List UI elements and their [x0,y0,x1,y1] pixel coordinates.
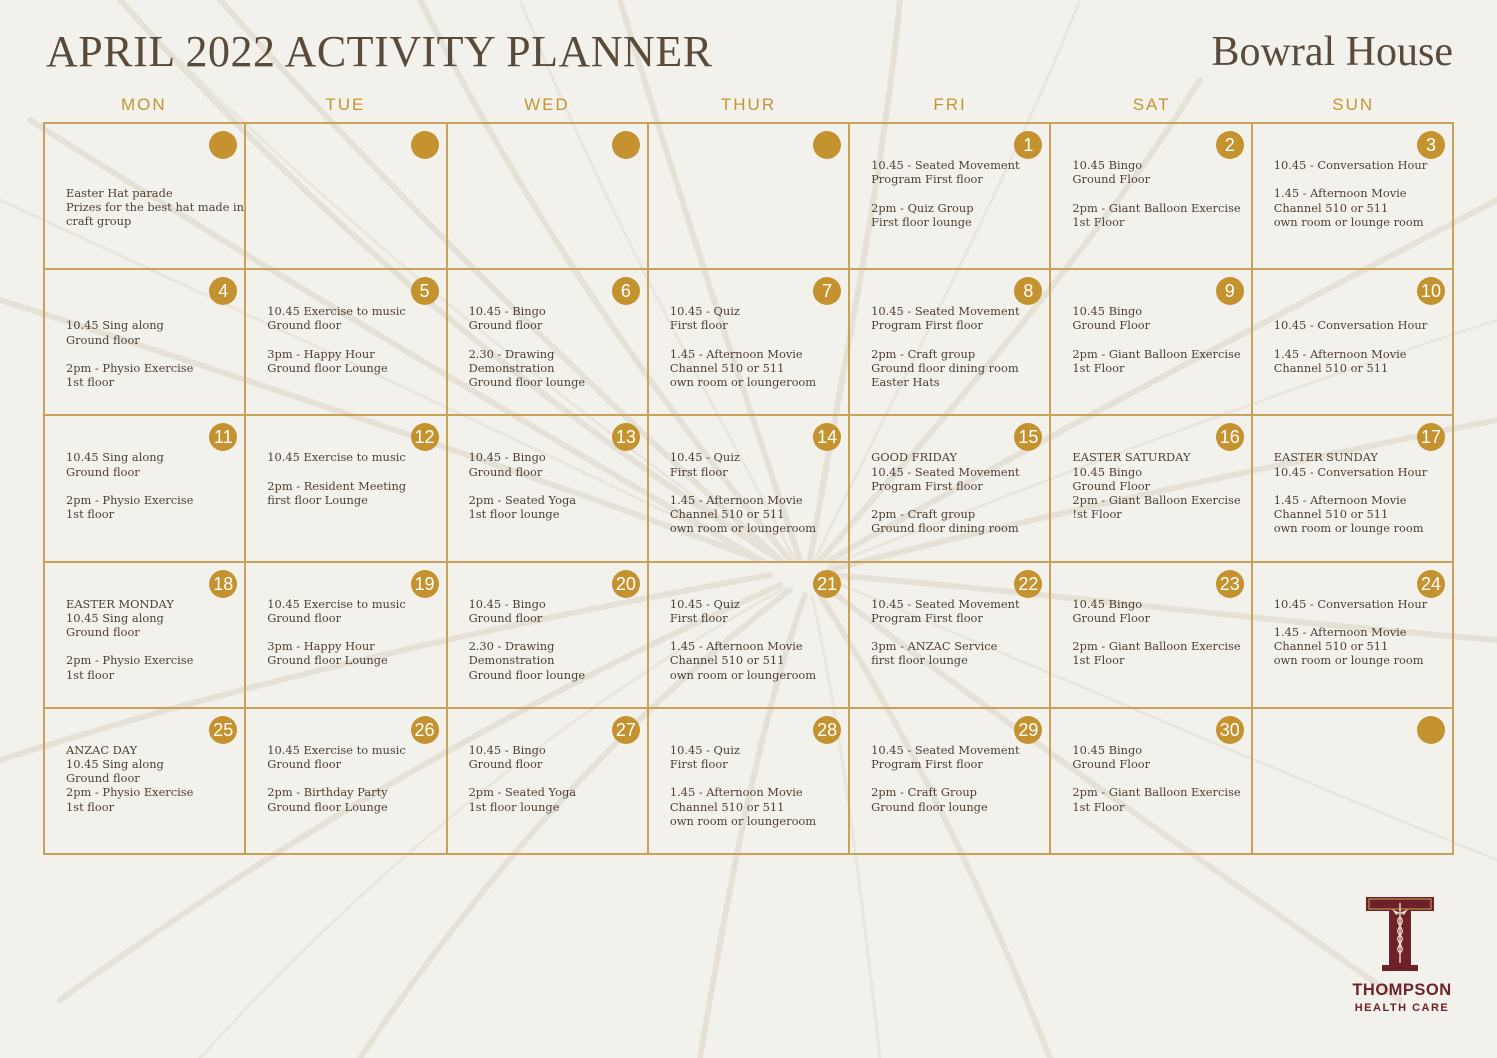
activity-line: Ground floor [468,757,543,771]
activity-line: Ground floor [267,318,342,333]
activity-line: Program First floor [871,172,983,187]
activity-line: 1st floor [66,507,115,522]
date-badge: 7 [813,277,841,305]
activity-list [267,450,435,507]
activity-line: 10.45 - Seated Movement [871,464,1020,479]
activity-line: First floor [669,610,728,625]
calendar-grid [43,122,1454,855]
company-logo [1338,893,1466,1023]
activity-line: Ground floor Lounge [267,653,388,668]
activity-line [670,625,838,639]
weekday-wed: WED [524,95,570,114]
activity-line: Ground floor lounge [871,799,988,814]
activity-line [1072,771,1240,785]
activity-list [66,304,234,389]
calendar-day-cell [246,709,447,855]
activity-list [871,597,1039,668]
activity-line: 10.45 - Conversation Hour [1273,318,1428,333]
activity-line: craft group [66,214,132,229]
activity-line [66,479,234,493]
date-badge: 28 [813,716,841,744]
calendar-day-cell [1051,270,1252,416]
calendar-day-cell [1253,416,1454,562]
activity-line [1274,333,1442,347]
activity-line: 10.45 Bingo [1072,742,1143,757]
activity-line: Easter Hat parade [66,186,173,200]
calendar-day-cell [649,124,850,270]
activity-list [267,743,435,814]
calendar-day-cell [45,270,246,416]
date-badge [612,131,640,159]
activity-list [267,597,435,668]
activity-line: Ground floor dining room [871,521,1019,536]
activity-line: 2pm - Quiz Group [871,200,974,215]
activity-list [1274,304,1442,375]
date-badge: 21 [813,570,841,598]
activity-line: 2pm - Physio Exercise [66,785,194,800]
activity-line: Prizes for the best hat made in [66,200,245,215]
date-badge: 29 [1014,716,1042,744]
calendar-day-cell [1051,124,1252,270]
date-badge: 11 [209,423,237,451]
date-badge [209,131,237,159]
activity-line: 1st Floor [1072,360,1125,375]
activity-line: 1.45 - Afternoon Movie [1273,492,1407,507]
activity-line: Program First floor [871,757,983,771]
activity-line [267,771,435,785]
activity-line: 2pm - Physio Exercise [66,360,194,375]
activity-list [1072,597,1240,668]
activity-line: 2pm - Birthday Party [267,785,388,800]
activity-line: 10.45 Exercise to music [267,304,406,319]
activity-list [66,186,245,229]
date-badge: 30 [1216,716,1244,744]
activity-line: Ground floor Lounge [267,360,388,375]
activity-list [66,450,234,521]
activity-list [871,304,1039,389]
activity-line: Ground floor [468,464,543,479]
activity-line: 10.45 - Seated Movement [871,596,1020,611]
activity-line: Ground Floor [1072,478,1151,493]
activity-line [267,625,435,639]
weekday-thur: THUR [720,95,777,114]
activity-line: 1.45 - Afternoon Movie [669,346,803,361]
activity-line: Ground floor [66,771,140,786]
activity-line: Ground Floor [1072,757,1151,771]
activity-line: 10.45 Bingo [1072,596,1143,611]
activity-line: 2pm - Giant Balloon Exercise [1072,493,1241,507]
date-badge [1417,716,1445,744]
activity-line [670,333,838,347]
activity-line: 1st Floor [1072,799,1125,814]
activity-line: 1st floor lounge [468,799,560,814]
activity-list [66,743,234,814]
activity-line: 2pm - Seated Yoga [468,785,577,800]
activity-line: Ground Floor [1072,172,1151,187]
activity-line: 1.45 - Afternoon Movie [669,492,803,507]
weekday-tue: TUE [325,95,366,114]
calendar-day-cell [1051,563,1252,709]
activity-line: 1st floor [66,375,115,390]
activity-line: 1.45 - Afternoon Movie [1273,624,1407,639]
date-badge: 14 [813,423,841,451]
activity-line: 10.45 - Seated Movement [871,742,1020,757]
activity-list [469,597,637,682]
activity-line: Ground floor [468,610,543,625]
activity-list [1274,158,1442,229]
calendar-day-cell [1051,416,1252,562]
calendar-day-cell [649,416,850,562]
activity-line: Channel 510 or 511 [669,653,785,668]
calendar-day-cell [448,563,649,709]
activity-line: 10.45 Exercise to music [267,596,406,611]
activity-line [1274,172,1442,186]
activity-line [469,333,637,347]
activity-line: First floor [669,757,728,771]
activity-line: 10.45 Bingo [1072,304,1143,319]
date-badge: 6 [612,277,640,305]
activity-line: Ground floor [66,625,140,639]
activity-line [871,333,1039,347]
activity-line: own room or lounge room [1273,214,1424,229]
date-badge: 20 [612,570,640,598]
activity-line: 2pm - Giant Balloon Exercise [1072,785,1241,800]
activity-line: 2.30 - Drawing [468,639,555,654]
activity-line: 2pm - Craft Group [871,785,977,800]
date-badge: 5 [411,277,439,305]
activity-line: Program First floor [871,478,983,493]
calendar-day-cell [45,124,246,270]
activity-list [1072,158,1240,229]
weekday-sat: SAT [1132,95,1171,114]
activity-line: 1.45 - Afternoon Movie [1273,186,1407,201]
activity-line: 10.45 Sing along [66,450,164,465]
calendar-day-cell [649,563,850,709]
activity-line [871,771,1039,785]
activity-line: 10.45 Sing along [66,610,164,625]
activity-line: Demonstration [468,360,555,375]
activity-line: 1.45 - Afternoon Movie [1273,346,1407,361]
activity-line: 2pm - Craft group [871,346,976,361]
activity-line: own room or loungeroom [669,375,817,390]
activity-list [1072,450,1240,521]
activity-line: Channel 510 or 511 [1273,507,1389,522]
activity-line: 1st floor lounge [468,507,560,522]
activity-line: 10.45 - Bingo [468,450,546,465]
activity-line: EASTER MONDAY [66,596,174,611]
activity-line: Ground floor dining room [871,360,1019,375]
activity-line: own room or loungeroom [669,667,817,682]
activity-line: 10.45 - Bingo [468,596,546,611]
calendar-day-cell [45,709,246,855]
activity-list [267,304,435,375]
calendar-day-cell [45,563,246,709]
activity-list [1072,743,1240,814]
activity-line: 2pm - Craft group [871,507,976,522]
activity-line: Program First floor [871,318,983,333]
activity-line: own room or loungeroom [669,813,817,828]
activity-line [1274,479,1442,493]
activity-line: 10.45 - Seated Movement [871,304,1020,319]
page-title: APRIL 2022 ACTIVITY PLANNER [46,27,713,76]
weekday-header-row [43,90,1454,120]
calendar-day-cell [850,563,1051,709]
activity-line: First floor lounge [871,214,972,229]
date-badge: 15 [1014,423,1042,451]
activity-line: Ground floor lounge [468,667,586,682]
activity-line: Channel 510 or 511 [1273,639,1389,654]
activity-list [670,597,838,682]
activity-line [66,304,234,318]
activity-line [871,625,1039,639]
activity-line: 10.45 Sing along [66,757,164,771]
caduceus-t-icon [1366,897,1434,971]
activity-line: First floor [669,318,728,333]
activity-list [1274,450,1442,535]
activity-line: 10.45 - Quiz [669,450,740,465]
activity-line [1072,625,1240,639]
activity-line: 1st Floor [1072,214,1125,229]
weekday-fri: FRI [933,95,967,114]
activity-line: 10.45 - Conversation Hour [1273,596,1428,611]
date-badge: 4 [209,277,237,305]
activity-line [66,347,234,361]
activity-line: own room or loungeroom [669,521,817,536]
date-badge: 25 [209,716,237,744]
calendar-day-cell [246,563,447,709]
activity-line: own room or lounge room [1273,653,1424,668]
date-badge: 17 [1417,423,1445,451]
house-name: Bowral House [1211,29,1453,75]
activity-list [469,304,637,389]
activity-line: First floor [669,464,728,479]
calendar-day-cell [1253,709,1454,855]
date-badge [411,131,439,159]
activity-line: 1.45 - Afternoon Movie [669,785,803,800]
activity-list [469,743,637,814]
logo-name: THOMPSON [1352,981,1452,999]
activity-line [267,333,435,347]
activity-line: 2pm - Giant Balloon Exercise [1072,200,1241,215]
activity-list [670,304,838,389]
activity-line [1072,186,1240,200]
activity-line: Ground floor [468,318,543,333]
activity-line [469,625,637,639]
activity-line: 10.45 - Quiz [669,304,740,319]
activity-list [469,450,637,521]
activity-line [1072,333,1240,347]
activity-line: 10.45 Bingo [1072,464,1143,479]
activity-line: 10.45 Exercise to music [267,742,406,757]
calendar-day-cell [246,416,447,562]
activity-line: Ground floor Lounge [267,799,388,814]
date-badge: 22 [1014,570,1042,598]
activity-line: Easter Hats [871,375,940,390]
activity-line: Ground floor [267,757,342,771]
activity-line: 10.45 - Bingo [468,742,546,757]
activity-line [66,639,234,653]
activity-line: Ground floor lounge [468,375,586,390]
activity-line: first floor Lounge [267,492,368,507]
calendar-day-cell [649,709,850,855]
calendar-day-cell [850,709,1051,855]
calendar-day-cell [850,416,1051,562]
activity-line: 2pm - Physio Exercise [66,492,194,507]
calendar-day-cell [1253,270,1454,416]
activity-list [871,743,1039,814]
date-badge: 8 [1014,277,1042,305]
activity-line [1274,304,1442,318]
activity-line: EASTER SATURDAY [1072,450,1191,465]
activity-line [871,493,1039,507]
logo-subtitle: HEALTH CARE [1354,1002,1450,1014]
activity-line: 3pm - Happy Hour [267,346,375,361]
activity-line [670,771,838,785]
date-badge: 26 [411,716,439,744]
activity-line [469,771,637,785]
date-badge: 1 [1014,131,1042,159]
weekday-mon: MON [120,95,167,114]
calendar-day-cell [1253,563,1454,709]
activity-line: !st Floor [1072,507,1122,522]
calendar-day-cell [45,416,246,562]
date-badge: 19 [411,570,439,598]
calendar-day-cell [448,416,649,562]
date-badge [813,131,841,159]
activity-line: 2.30 - Drawing [468,346,555,361]
calendar-day-cell [649,270,850,416]
calendar-day-cell [850,124,1051,270]
calendar-day-cell [1253,124,1454,270]
activity-line: GOOD FRIDAY [871,450,958,465]
activity-line: own room or lounge room [1273,521,1424,536]
date-badge: 9 [1216,277,1244,305]
activity-line [1274,611,1442,625]
activity-line [267,465,435,479]
calendar-day-cell [448,124,649,270]
activity-line: 1st Floor [1072,653,1125,668]
activity-line: Ground floor [66,332,140,347]
activity-list [670,743,838,828]
activity-list [1274,597,1442,668]
weekday-sun: SUN [1332,95,1375,114]
activity-line: Channel 510 or 511 [669,507,785,522]
activity-line: Ground Floor [1072,610,1151,625]
activity-line: 10.45 - Bingo [468,304,546,319]
date-badge: 13 [612,423,640,451]
activity-list [871,450,1039,535]
activity-line: Channel 510 or 511 [1273,360,1389,375]
date-badge: 23 [1216,570,1244,598]
activity-line: 10.45 - Quiz [669,596,740,611]
activity-line: first floor lounge [871,653,968,668]
activity-line: 2pm - Seated Yoga [468,492,577,507]
activity-line: Demonstration [468,653,555,668]
calendar-day-cell [246,124,447,270]
date-badge: 2 [1216,131,1244,159]
activity-line: 10.45 - Conversation Hour [1273,464,1428,479]
activity-line: 3pm - Happy Hour [267,639,375,654]
activity-line [670,479,838,493]
date-badge: 12 [411,423,439,451]
activity-line: 10.45 Sing along [66,318,164,333]
calendar-day-cell [246,270,447,416]
calendar-day-cell [448,709,649,855]
date-badge: 16 [1216,423,1244,451]
activity-line: 1st floor [66,667,115,682]
activity-line: 10.45 - Conversation Hour [1273,158,1428,172]
activity-line: 10.45 Exercise to music [267,450,406,465]
calendar-day-cell [1051,709,1252,855]
activity-line: 2pm - Resident Meeting [267,478,407,493]
activity-line: EASTER SUNDAY [1273,450,1378,465]
activity-line: Channel 510 or 511 [669,799,785,814]
activity-line: Channel 510 or 511 [669,360,785,375]
activity-line: 10.45 - Quiz [669,742,740,757]
date-badge: 10 [1417,277,1445,305]
activity-line: 10.45 Bingo [1072,158,1143,172]
activity-list [670,450,838,535]
activity-line: Ground floor [267,610,342,625]
activity-line: 2pm - Giant Balloon Exercise [1072,346,1241,361]
activity-line: 10.45 - Seated Movement [871,158,1020,172]
date-badge: 3 [1417,131,1445,159]
activity-line: Channel 510 or 511 [1273,200,1389,215]
activity-line: 2pm - Physio Exercise [66,653,194,668]
activity-line [469,479,637,493]
activity-line: Program First floor [871,610,983,625]
date-badge: 24 [1417,570,1445,598]
date-badge: 18 [209,570,237,598]
activity-list [66,597,234,682]
activity-line: Ground Floor [1072,318,1151,333]
activity-line: 2pm - Giant Balloon Exercise [1072,639,1241,654]
activity-list [871,158,1039,229]
activity-line: ANZAC DAY [66,742,138,757]
activity-line [871,186,1039,200]
activity-line: Ground floor [66,464,140,479]
activity-list [1072,304,1240,375]
calendar-day-cell [448,270,649,416]
activity-line: 1.45 - Afternoon Movie [669,639,803,654]
calendar-day-cell [850,270,1051,416]
date-badge: 27 [612,716,640,744]
activity-line: 3pm - ANZAC Service [871,639,998,654]
activity-line: 1st floor [66,799,115,814]
